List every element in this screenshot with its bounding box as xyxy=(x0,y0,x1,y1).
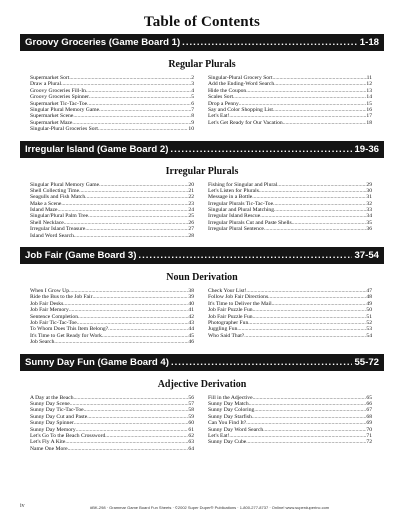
entry-page: 44 xyxy=(188,326,194,333)
entry-page: 28 xyxy=(188,232,194,239)
entry-title: Island Word Search xyxy=(30,232,74,239)
entry-title: Job Fair Puzzle Fun xyxy=(208,307,253,314)
entry-page: 39 xyxy=(188,294,194,301)
section-irregular-island xyxy=(20,141,384,240)
entry-page: 13 xyxy=(366,87,372,94)
entry-title: Groovy Groceries Fill-In xyxy=(30,87,86,94)
entry-title: Sunny Day Match xyxy=(208,400,249,407)
entry-page: 10 xyxy=(188,126,194,133)
band-page-range: 1-18 xyxy=(359,37,379,48)
entry-page: 51 xyxy=(366,313,372,320)
entry-title: Fishing for Singular and Plural xyxy=(208,181,278,188)
entry-page: 54 xyxy=(366,332,372,339)
left-column xyxy=(30,288,194,346)
page-number: iv xyxy=(20,503,25,509)
entry-page: 65 xyxy=(366,394,372,401)
entry-title: Job Fair Tic-Tac-Toe xyxy=(30,319,77,326)
left-column xyxy=(30,182,194,240)
entry-page: 71 xyxy=(366,432,372,439)
entry-page: 62 xyxy=(188,432,194,439)
entry-title: Singular and Plural Matching xyxy=(208,207,275,214)
entry-leader xyxy=(283,120,367,126)
entry-title: Can You Find It? xyxy=(208,420,247,427)
entry-leader xyxy=(54,339,188,345)
entry-page: 68 xyxy=(366,413,372,420)
entry-page: 11 xyxy=(366,75,372,81)
band-leader xyxy=(171,357,353,368)
band-title: Groovy Groceries (Game Board 1) xyxy=(25,37,181,48)
entry-page: 8 xyxy=(191,113,194,120)
entry-page: 29 xyxy=(366,181,372,188)
entry-page: 70 xyxy=(366,426,372,433)
section-band xyxy=(20,34,384,51)
entry-page: 16 xyxy=(366,106,372,113)
right-column xyxy=(208,288,372,346)
entry-title: Let's Get Ready for Our Vacation xyxy=(208,119,283,126)
toc-entry xyxy=(208,333,372,339)
entry-page: 18 xyxy=(366,119,372,126)
entry-page: 59 xyxy=(188,413,194,420)
entry-page: 9 xyxy=(191,119,194,126)
entry-title: Sunny Day Cube xyxy=(208,439,247,446)
section-band xyxy=(20,354,384,371)
entry-title: Sunny Day Cut and Paste xyxy=(30,413,88,420)
right-column xyxy=(208,75,372,133)
entry-title: Photographer Fun xyxy=(208,319,249,326)
entry-page: 5 xyxy=(191,94,194,101)
entry-title: Singular-Plural Grocery Sort xyxy=(208,75,273,81)
entry-title: It's Time to Get Ready for Work xyxy=(30,332,102,339)
entry-title: Sunny Day Tic-Tac-Toe xyxy=(30,407,84,414)
entry-page: 42 xyxy=(188,313,194,320)
right-column xyxy=(208,395,372,453)
entry-page: 21 xyxy=(188,187,194,194)
band-page-range: 37-54 xyxy=(354,250,379,262)
entry-title: Supermarket Scene xyxy=(30,113,74,120)
section-job-fair xyxy=(20,247,384,346)
entry-title: Job Fair Puzzle Fun xyxy=(208,313,253,320)
band-title: Job Fair (Game Board 3) xyxy=(25,250,137,262)
entry-page: 30 xyxy=(366,187,372,194)
entry-page: 38 xyxy=(188,288,194,295)
entry-page: 32 xyxy=(366,200,372,207)
entry-title: Irregular Island Treasure xyxy=(30,226,86,233)
band-title: Sunny Day Fun (Game Board 4) xyxy=(25,356,169,368)
entry-title: Sentence Completion xyxy=(30,313,79,320)
entry-title: Name One More xyxy=(30,445,68,452)
entry-page: 58 xyxy=(188,407,194,414)
entry-page: 2 xyxy=(191,75,194,81)
entry-title: Singular/Plural Palm Tree xyxy=(30,213,89,220)
entry-page: 72 xyxy=(366,439,372,446)
toc-entry xyxy=(208,226,372,232)
entry-title: Island Maze xyxy=(30,207,58,214)
entry-page: 56 xyxy=(188,394,194,401)
entry-page: 14 xyxy=(366,94,372,101)
entry-page: 60 xyxy=(188,420,194,427)
entry-page: 35 xyxy=(366,219,372,226)
entry-page: 33 xyxy=(366,207,372,214)
entry-page: 63 xyxy=(188,439,194,446)
entry-title: Sunny Day Word Search xyxy=(208,426,264,433)
toc-entry xyxy=(30,233,194,239)
entry-page: 64 xyxy=(188,445,194,452)
entry-page: 61 xyxy=(188,426,194,433)
entry-page: 26 xyxy=(188,219,194,226)
entry-page: 47 xyxy=(366,288,372,295)
toc-entry xyxy=(208,120,372,126)
right-column xyxy=(208,182,372,240)
entry-leader xyxy=(246,439,366,445)
entry-title: It's Time to Deliver the Mail xyxy=(208,300,272,307)
entry-title: Supermarket Tic-Tac-Toe xyxy=(30,100,88,107)
entry-title: Job Search xyxy=(30,339,55,346)
entry-page: 57 xyxy=(188,400,194,407)
entry-columns xyxy=(20,182,384,240)
section-groovy-groceries xyxy=(20,34,384,133)
entry-title: Drop a Penny xyxy=(208,100,239,107)
band-leader xyxy=(170,144,352,155)
entry-title: Message in a Bottle xyxy=(208,194,253,201)
entry-title: Add the Ending-Word Search xyxy=(208,81,275,88)
entry-title: Juggling Fun xyxy=(208,326,238,333)
toc-entry xyxy=(30,446,194,452)
entry-leader xyxy=(98,126,188,132)
entry-title: Sunny Day Coloring xyxy=(208,407,255,414)
entry-page: 25 xyxy=(188,213,194,220)
entry-columns xyxy=(20,75,384,133)
entry-title: Let's Eat! xyxy=(208,113,230,120)
entry-page: 20 xyxy=(188,181,194,188)
entry-title: Irregular Plurals Tic-Tac-Toe xyxy=(208,200,274,207)
page-title: Table of Contents xyxy=(143,14,261,30)
entry-title: Let's Listen for Plurals xyxy=(208,187,259,194)
entry-title: Draw a Plural xyxy=(30,81,62,88)
entry-page: 6 xyxy=(191,100,194,107)
entry-page: 67 xyxy=(366,407,372,414)
entry-page: 52 xyxy=(366,319,372,326)
entry-page: 34 xyxy=(366,213,372,220)
entry-title: Singular Plural Memory Game xyxy=(30,106,100,113)
entry-page: 4 xyxy=(191,87,194,94)
entry-leader xyxy=(244,333,366,339)
entry-title: A Day at the Beach xyxy=(30,394,74,401)
section-subtitle: Noun Derivation xyxy=(166,272,238,284)
entry-title: Let's Eat! xyxy=(208,432,230,439)
entry-page: 41 xyxy=(188,307,194,314)
entry-page: 31 xyxy=(366,194,372,201)
band-page-range: 55-72 xyxy=(354,356,379,368)
entry-page: 53 xyxy=(366,326,372,333)
entry-page: 36 xyxy=(366,226,372,233)
entry-title: Seagulls and Fish Match xyxy=(30,194,86,201)
entry-page: 17 xyxy=(366,113,372,120)
band-leader xyxy=(138,250,352,261)
entry-page: 7 xyxy=(191,106,194,113)
entry-page: 50 xyxy=(366,307,372,314)
entry-title: Irregular Plurals Cut and Paste Shells xyxy=(208,219,292,226)
entry-page: 43 xyxy=(188,319,194,326)
entry-page: 3 xyxy=(191,81,194,88)
entry-columns xyxy=(20,288,384,346)
entry-title: Follow Job Fair Directions xyxy=(208,294,269,301)
entry-title: To Whom Does This Item Belong? xyxy=(30,326,109,333)
entry-page: 40 xyxy=(188,300,194,307)
entry-title: Irregular Plural Sentence xyxy=(208,226,264,233)
entry-title: Let's Go To the Beach Crossword xyxy=(30,432,106,439)
entry-leader xyxy=(68,446,189,452)
entry-title: Fill in the Adjective xyxy=(208,394,253,401)
band-page-range: 19-36 xyxy=(354,143,379,155)
entry-page: 24 xyxy=(188,207,194,214)
entry-page: 49 xyxy=(366,300,372,307)
toc-page xyxy=(20,14,384,452)
entry-page: 46 xyxy=(188,339,194,346)
entry-title: Shell Necklace xyxy=(30,219,64,226)
entry-page: 22 xyxy=(188,194,194,201)
entry-page: 27 xyxy=(188,226,194,233)
entry-title: Say and Color Shopping List xyxy=(208,106,273,113)
band-title: Irregular Island (Game Board 2) xyxy=(25,143,169,155)
entry-title: Singular-Plural Groceries Sort xyxy=(30,126,98,133)
toc-entry xyxy=(208,439,372,445)
entry-title: Let's Fly A Kite xyxy=(30,439,66,446)
entry-title: Groovy Groceries Spinner xyxy=(30,94,90,101)
entry-title: Hide the Coupon xyxy=(208,87,247,94)
entry-title: Check Your List! xyxy=(208,288,247,295)
entry-title: When I Grow Up xyxy=(30,288,69,295)
entry-title: Scales Sort xyxy=(208,94,234,101)
band-leader xyxy=(182,37,358,48)
section-subtitle: Regular Plurals xyxy=(168,59,236,70)
footer-text: #BK-298 · Grammar Game Board Fun Sheets · ©2002 Super Duper® Publications · 1-800-277-8737 · Online! www.superduperinc.com xyxy=(90,505,330,510)
entry-title: Make a Scene xyxy=(30,200,62,207)
section-band xyxy=(20,247,384,264)
entry-title: Supermarket Maze xyxy=(30,119,73,126)
section-subtitle: Adjective Derivation xyxy=(157,378,247,390)
entry-title: Ride the Bus to the Job Fair xyxy=(30,294,93,301)
toc-entry xyxy=(30,339,194,345)
entry-page: 48 xyxy=(366,294,372,301)
entry-page: 15 xyxy=(366,100,372,107)
entry-title: Job Fair Memory xyxy=(30,307,69,314)
left-column xyxy=(30,75,194,133)
entry-title: Who Said That? xyxy=(208,332,245,339)
entry-title: Supermarket Sort xyxy=(30,75,70,81)
entry-leader xyxy=(74,233,189,239)
entry-columns xyxy=(20,395,384,453)
entry-title: Sunny Day Scene xyxy=(30,400,70,407)
entry-page: 69 xyxy=(366,420,372,427)
entry-page: 66 xyxy=(366,400,372,407)
entry-leader xyxy=(264,226,366,232)
entry-title: Job Fair Desks xyxy=(30,300,64,307)
section-subtitle: Irregular Plurals xyxy=(165,165,239,177)
entry-title: Sunny Day Starfish xyxy=(208,413,252,420)
left-column xyxy=(30,395,194,453)
entry-title: Singular Plural Memory Game xyxy=(30,181,100,188)
entry-page: 23 xyxy=(188,200,194,207)
section-band xyxy=(20,141,384,158)
entry-page: 12 xyxy=(366,81,372,88)
entry-title: Sunny Day Spinner xyxy=(30,420,74,427)
section-sunny-day-fun xyxy=(20,354,384,453)
entry-title: Irregular Island Rescue xyxy=(208,213,261,220)
entry-page: 45 xyxy=(188,332,194,339)
entry-title: Shell Collecting Time xyxy=(30,187,80,194)
entry-title: Sunny Day Memory xyxy=(30,426,76,433)
toc-entry xyxy=(30,126,194,132)
